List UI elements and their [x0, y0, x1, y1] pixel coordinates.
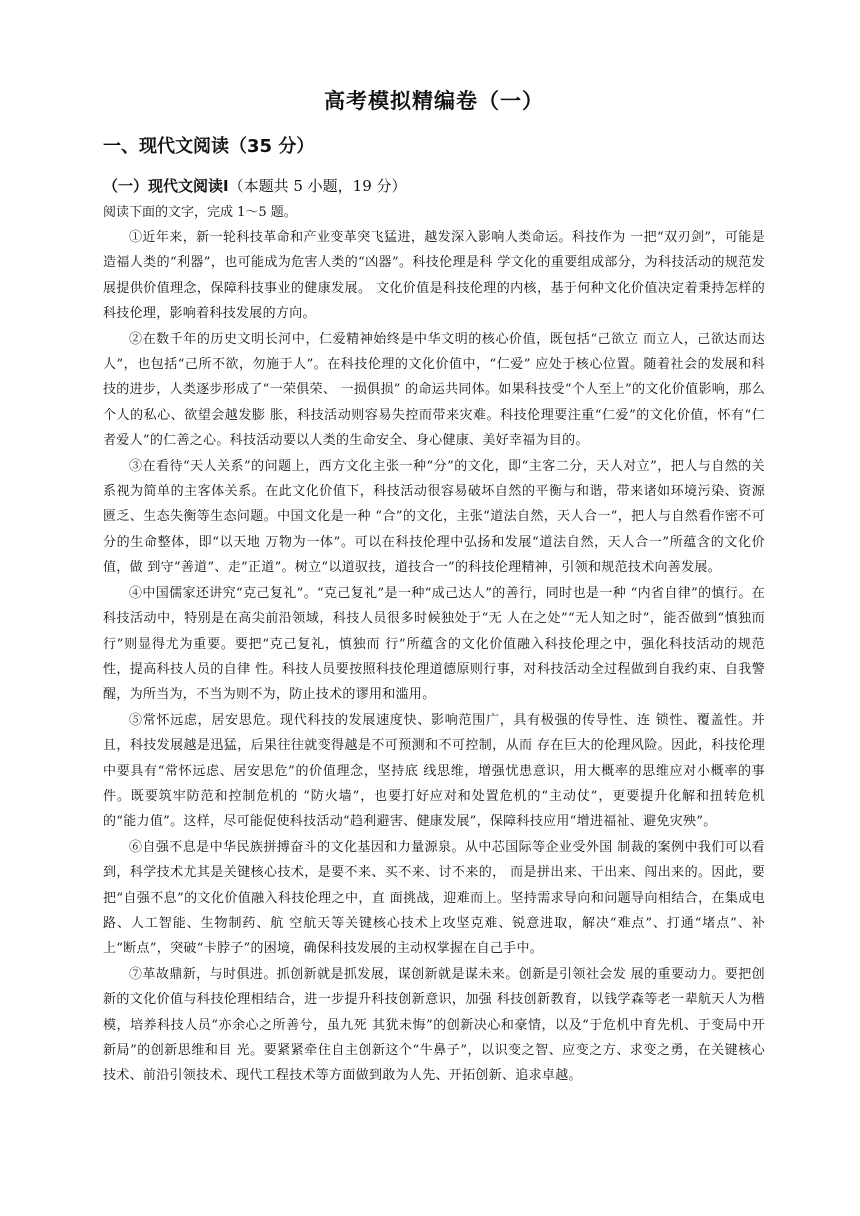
document-page — [103, 86, 765, 1089]
subsection-heading — [103, 174, 765, 198]
paragraph-4: ④中国儒家还讲究“克己复礼”。“克己复礼”是一种“成己达人”的善行，同时也是一种 “内省自律”的慎行。在科技活动中，特别是在高尖前沿领域，科技人员很多时候独处于“无 人在之处”“无人知之时”，能否做到“慎独而行”则显得尤为重要。要把“克己复礼，慎独而 行”所蕴含的文化价值融入科技伦理之中，强化科技活动的规范性，提高科技人员的自律 性。科技人员要按照科技伦理道德原则行事，对科技活动全过程做到自我约束、自我警醒，为所当为，不当为则不为，防止技术的谬用和滥用。 — [103, 585, 765, 703]
document-title: 高考模拟精编卷（一） — [324, 89, 544, 113]
paragraph-1: ①近年来，新一轮科技革命和产业变革突飞猛进，越发深入影响人类命运。科技作为 一把“双刃剑”，可能是造福人类的“利器”，也可能成为危害人类的“凶器”。科技伦理是科 学文化的重要组成部分，为科技活动的规范发展提供价值理念，保障科技事业的健康发展。 文化价值是科技伦理的内核，基于何种文化价值决定着秉持怎样的科技伦理，影响着科技发展的方向。 — [103, 230, 765, 322]
reading-instruction: 阅读下面的文字，完成 1～5 题。 — [103, 205, 297, 220]
paragraph-6: ⑥自强不息是中华民族拼搏奋斗的文化基因和力量源泉。从中芯国际等企业受外国 制裁的案例中我们可以看到，科学技术尤其是关键核心技术，是要不来、买不来、讨不来的， 而是拼出来、干出来、闯出来的。因此，要把“自强不息”的文化价值融入科技伦理之中，直 面挑战，迎难而上。坚持需求导向和问题导向相结合，在集成电路、人工智能、生物制药、航 空航天等关键核心技术上攻坚克难、锐意进取，解决“难点”、打通“堵点”、补上“断点”，突破“卡脖子”的困境，确保科技发展的主动权掌握在自己手中。 — [103, 839, 765, 957]
subsection-note: （本题共 5 小题，19 分） — [228, 177, 407, 195]
paragraph-5: ⑤常怀远虑，居安思危。现代科技的发展速度快、影响范围广，具有极强的传导性、连 锁性、覆盖性。并且，科技发展越是迅猛，后果往往就变得越是不可预测和不可控制，从而 存在巨大的伦理风险。因此，科技伦理中要具有“常怀远虑、居安思危”的价值理念，坚持底 线思维，增强忧患意识，用大概率的思维应对小概率的事件。既要筑牢防范和控制危机的 “防火墙”，也要打好应对和处置危机的“主动仗”，更要提升化解和扭转危机的“能力值”。这样，尽可能促使科技活动“趋利避害、健康发展”，保障科技应用“增进福祉、避免灾殃”。 — [103, 712, 765, 830]
section-heading: 一、现代文阅读（35 分） — [103, 136, 315, 157]
paragraph-2: ②在数千年的历史文明长河中，仁爱精神始终是中华文明的核心价值，既包括“己欲立 而立人，己欲达而达人”，也包括“己所不欲，勿施于人”。在科技伦理的文化价值中，“仁爱” 应处于核心位置。随着社会的发展和科技的进步，人类逐步形成了“一荣俱荣、 一损俱损” 的命运共同体。如果科技受“个人至上”的文化价值影响，那么个人的私心、欲望会越发膨 胀，科技活动则容易失控而带来灾难。科技伦理要注重“仁爱”的文化价值，怀有“仁者爱人”的仁善之心。科技活动要以人类的生命安全、身心健康、美好幸福为目的。 — [103, 331, 765, 449]
paragraph-7: ⑦革故鼎新，与时俱进。抓创新就是抓发展，谋创新就是谋未来。创新是引领社会发 展的重要动力。要把创新的文化价值与科技伦理相结合，进一步提升科技创新意识，加强 科技创新教育，以钱学森等老一辈航天人为楷模，培养科技人员“亦余心之所善兮，虽九死 其犹未悔”的创新决心和豪情，以及“于危机中育先机、于变局中开新局”的创新思维和目 光。要紧紧牵住自主创新这个“牛鼻子”，以识变之智、应变之方、求变之勇，在关键核心技术、前沿引领技术、现代工程技术等方面做到敢为人先、开拓创新、追求卓越。 — [103, 966, 765, 1084]
subsection-label: （一）现代文阅读Ⅰ — [103, 177, 229, 195]
paragraph-3: ③在看待“天人关系”的问题上，西方文化主张一种“分”的文化，即“主客二分，天人对立”，把人与自然的关系视为简单的主客体关系。在此文化价值下，科技活动很容易破坏自然的平衡与和谐，带来诸如环境污染、资源匮乏、生态失衡等生态问题。中国文化是一种 “合”的文化，主张“道法自然，天人合一”，把人与自然看作密不可分的生命整体，即“以天地 万物为一体”。可以在科技伦理中弘扬和发展“道法自然，天人合一”所蕴含的文化价值，做 到守“善道”、走“正道”。树立“以道驭技，道技合一”的科技伦理精神，引领和规范技术向善发展。 — [103, 458, 765, 576]
